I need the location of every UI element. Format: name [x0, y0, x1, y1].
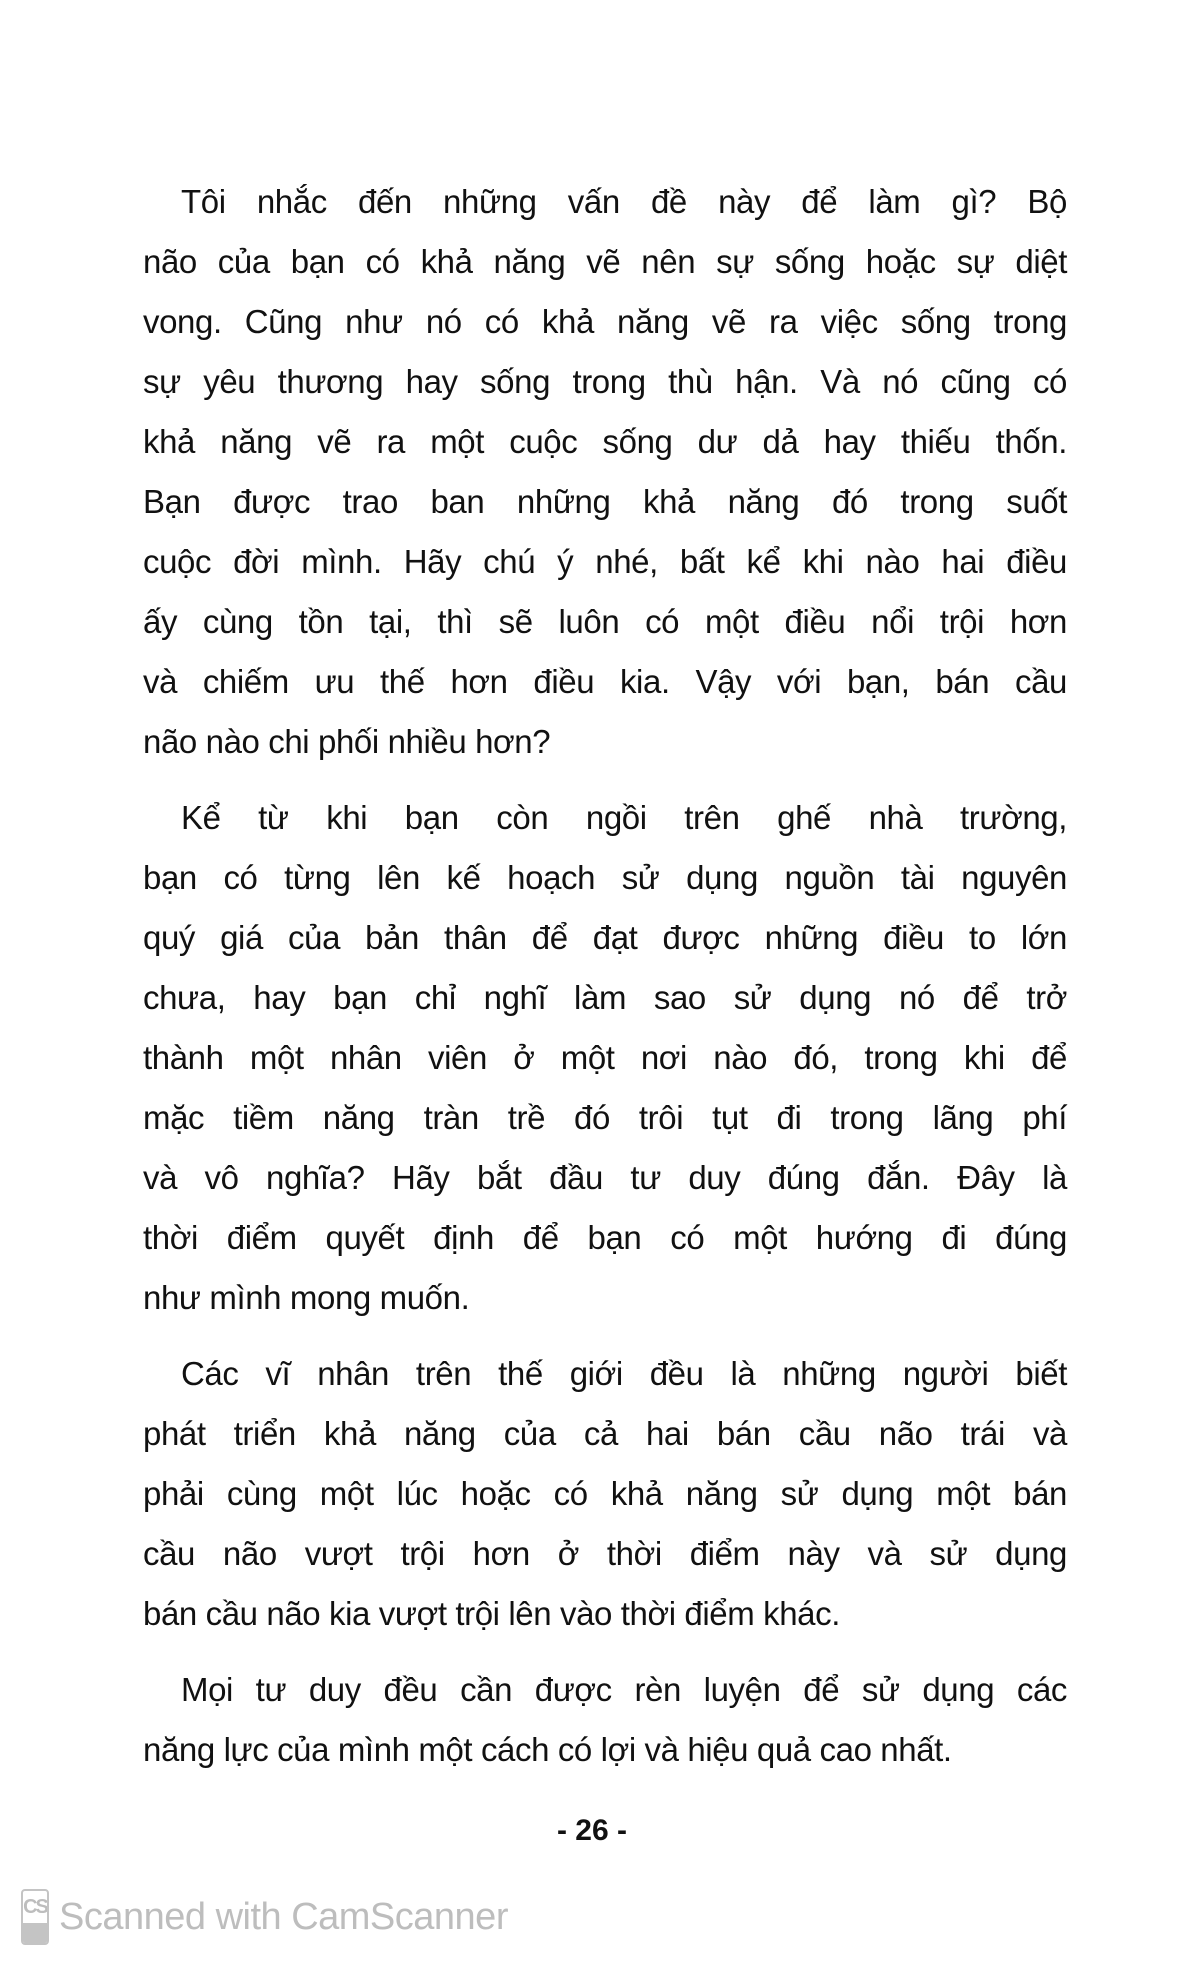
text-line: Tôi nhắc đến những vấn đề này để làm gì? Bộ: [181, 183, 1067, 220]
paragraph: [143, 1344, 1067, 1644]
text-line: não của bạn có khả năng vẽ nên sự sống hoặc sự diệt: [143, 243, 1067, 280]
text-line: phải cùng một lúc hoặc có khả năng sử dụng một bán: [143, 1475, 1067, 1512]
text-line: thành một nhân viên ở một nơi nào đó, trong khi để: [143, 1039, 1067, 1076]
text-line: khả năng vẽ ra một cuộc sống dư dả hay thiếu thốn.: [143, 423, 1067, 460]
text-line: não nào chi phối nhiều hơn?: [143, 723, 551, 760]
page-number: - 26 -: [556, 1814, 628, 1847]
text-line: cầu não vượt trội hơn ở thời điểm này và sử dụng: [143, 1535, 1067, 1572]
text-line: sự yêu thương hay sống trong thù hận. Và nó cũng có: [143, 363, 1067, 400]
text-line: ấy cùng tồn tại, thì sẽ luôn có một điều nổi trội hơn: [143, 603, 1067, 640]
text-line: và chiếm ưu thế hơn điều kia. Vậy với bạn, bán cầu: [143, 663, 1067, 700]
page-body: [143, 172, 1067, 1796]
text-line: thời điểm quyết định để bạn có một hướng đi đúng: [143, 1219, 1067, 1256]
text-line: bạn có từng lên kế hoạch sử dụng nguồn tài nguyên: [143, 859, 1067, 896]
camscanner-watermark: [21, 1889, 508, 1945]
text-line: bán cầu não kia vượt trội lên vào thời điểm khác.: [143, 1595, 840, 1632]
text-line: Các vĩ nhân trên thế giới đều là những người biết: [181, 1355, 1067, 1392]
text-line: cuộc đời mình. Hãy chú ý nhé, bất kể khi nào hai điều: [143, 543, 1067, 580]
text-line: mặc tiềm năng tràn trề đó trôi tụt đi trong lãng phí: [143, 1099, 1067, 1136]
text-line: Mọi tư duy đều cần được rèn luyện để sử dụng các: [181, 1671, 1067, 1708]
text-line: và vô nghĩa? Hãy bắt đầu tư duy đúng đắn. Đây là: [143, 1159, 1067, 1196]
camscanner-logo-icon: CS: [21, 1889, 49, 1945]
text-line: quý giá của bản thân để đạt được những điều to lớn: [143, 919, 1067, 956]
watermark-text: Scanned with CamScanner: [59, 1895, 508, 1938]
text-line: phát triển khả năng của cả hai bán cầu não trái và: [143, 1415, 1067, 1452]
text-line: Kể từ khi bạn còn ngồi trên ghế nhà trường,: [181, 799, 1067, 836]
text-line: Bạn được trao ban những khả năng đó trong suốt: [143, 483, 1067, 520]
text-line: vong. Cũng như nó có khả năng vẽ ra việc sống trong: [143, 303, 1067, 340]
text-line: năng lực của mình một cách có lợi và hiệu quả cao nhất.: [143, 1731, 952, 1768]
text-line: chưa, hay bạn chỉ nghĩ làm sao sử dụng nó để trở: [143, 979, 1067, 1016]
text-line: như mình mong muốn.: [143, 1279, 470, 1316]
paragraph: [143, 788, 1067, 1328]
paragraph: [143, 172, 1067, 772]
paragraph: [143, 1660, 1067, 1780]
